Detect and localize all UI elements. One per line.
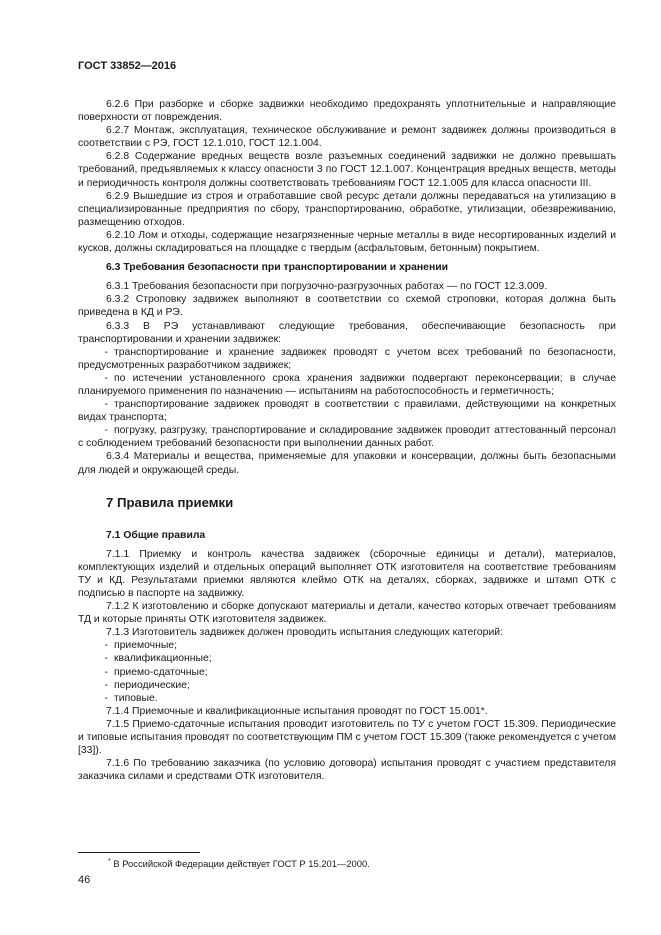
list-dash: -	[104, 346, 108, 358]
list-item-text: транспортирование и хранение задвижек проводят с учетом всех требований по безопасности, предусмотренных разработчиком задвижек;	[78, 346, 616, 371]
list-item-text: квалификационные;	[114, 653, 212, 665]
list-item-text: погрузку, разгрузку, транспортирование и складирование задвижек проводит аттестованный персонал с соблюдением требований безопасности при выполнении данных работ.	[78, 425, 616, 450]
list-item	[78, 372, 616, 398]
list-dash: -	[104, 666, 108, 678]
footnote-mark: *	[108, 858, 111, 865]
paragraph: 7.1.6 По требованию заказчика (по условию договора) испытания проводят с участием представителя заказчика силами и средствами ОТК изготовителя.	[78, 758, 616, 783]
paragraph: 6.2.10 Лом и отходы, содержащие незагрязненные черные металлы в виде несортированных изделий и кусков, должны складироваться на площадке с твердым (асфальтовым, бетонным) покрытием.	[78, 229, 616, 255]
list-item	[78, 346, 616, 372]
footnote-text: В Российской Федерации действует ГОСТ Р 15.201—2000.	[110, 858, 370, 870]
list-item	[78, 652, 616, 665]
list-item-text: периодические;	[114, 679, 190, 691]
paragraph: 6.3.2 Строповку задвижек выполняют в соответствии со схемой строповки, которая должна быть приведена в КД и РЭ.	[78, 294, 616, 319]
paragraph: 7.1.1 Приемку и контроль качества задвижек (сборочные единицы и детали), материалов, комплектующих изделий и отдельных операций выполняет ОТК изготовителя на соответствие требованиям ТУ и КД. Результатами приемки являются клеймо ОТК на деталях, сборках, задвижке и штамп ОТК с подписью в паспорте на задвижку.	[78, 548, 616, 599]
spacer	[78, 477, 616, 495]
list-item-text: по истечении установленного срока хранения задвижки подвергают переконсервации; в случае планируемого применения по назначению — испытаниям на работоспособность и герметичность;	[78, 372, 616, 397]
paragraph: 6.3.1 Требования безопасности при погрузочно-разгрузочных работах — по ГОСТ 12.3.009.	[106, 281, 548, 293]
document-header: ГОСТ 33852—2016	[78, 60, 177, 72]
paragraph: 6.3.4 Материалы и вещества, применяемые для упаковки и консервации, должны быть безопасными для людей и окружающей среды.	[78, 451, 616, 476]
paragraph: 7.1.4 Приемочные и квалификационные испытания проводят по ГОСТ 15.001*.	[106, 705, 488, 717]
page-number: 46	[78, 874, 91, 886]
footnote-divider	[78, 852, 200, 853]
list-item-text: приемочные;	[114, 640, 177, 652]
list-item	[78, 398, 616, 424]
list-dash: -	[104, 679, 108, 691]
list-dash: -	[104, 692, 108, 704]
paragraph: 6.2.9 Вышедшие из строя и отработавшие свой ресурс детали должны передаваться на утилизацию в специализированные предприятия по сбору, транспортированию, обработке, утилизации, обезвреживанию, размещению отходов.	[78, 190, 616, 228]
list-dash: -	[104, 640, 108, 652]
subsection-heading: 7.1 Общие правила	[106, 529, 206, 541]
list-item	[78, 679, 616, 692]
subsection-heading: 6.3 Требования безопасности при транспортировании и хранении	[106, 262, 449, 274]
list-item	[78, 692, 616, 705]
list-dash: -	[104, 399, 108, 411]
list-item-text: приемо-сдаточные;	[114, 666, 208, 678]
list-item	[78, 424, 616, 450]
paragraph: 6.3.3 В РЭ устанавливают следующие требования, обеспечивающие безопасность при транспортировании и хранении задвижек:	[78, 320, 616, 345]
paragraph: 6.2.8 Содержание вредных веществ возле разъемных соединений задвижки не должно превышать требований, предъявляемых к классу опасности 3 по ГОСТ 12.1.007. Концентрация вредных веществ, методы и периодичность контроля должны соответствовать требованиям ГОСТ 12.1.005 для класса опасности III.	[78, 151, 616, 189]
paragraph: 7.1.3 Изготовитель задвижек должен проводить испытания следующих категорий:	[106, 627, 503, 639]
spacer	[78, 511, 616, 529]
list-item-text: типовые.	[114, 692, 158, 704]
footnote	[108, 858, 370, 869]
list-dash: -	[104, 372, 108, 384]
paragraph: 6.2.6 При разборке и сборке задвижки необходимо предохранять уплотнительные и направляющие поверхности от повреждения.	[78, 99, 616, 124]
paragraph: 7.1.5 Приемо-сдаточные испытания проводит изготовитель по ТУ с учетом ГОСТ 15.309. Периодические и типовые испытания проводят по соответствующим ПМ с учетом ГОСТ 15.309 (также рекомендуется с учетом [33]).	[78, 718, 616, 757]
list-item	[78, 666, 616, 679]
list-item	[78, 639, 616, 652]
document-body	[78, 98, 616, 783]
list-dash: -	[104, 425, 108, 437]
list-dash: -	[104, 653, 108, 665]
section-heading: 7 Правила приемки	[106, 494, 234, 510]
list-item-text: транспортирование задвижек проводят в соответствии с правилами, действующими на конкретных видах транспорта;	[78, 399, 616, 424]
paragraph: 6.2.7 Монтаж, эксплуатация, техническое обслуживание и ремонт задвижек должны производиться в соответствии с РЭ, ГОСТ 12.1.010, ГОСТ 12.1.004.	[78, 125, 616, 150]
paragraph: 7.1.2 К изготовлению и сборке допускают материалы и детали, качество которых отвечает требованиям ТД и которые приняты ОТК изготовителя задвижек.	[78, 601, 616, 626]
